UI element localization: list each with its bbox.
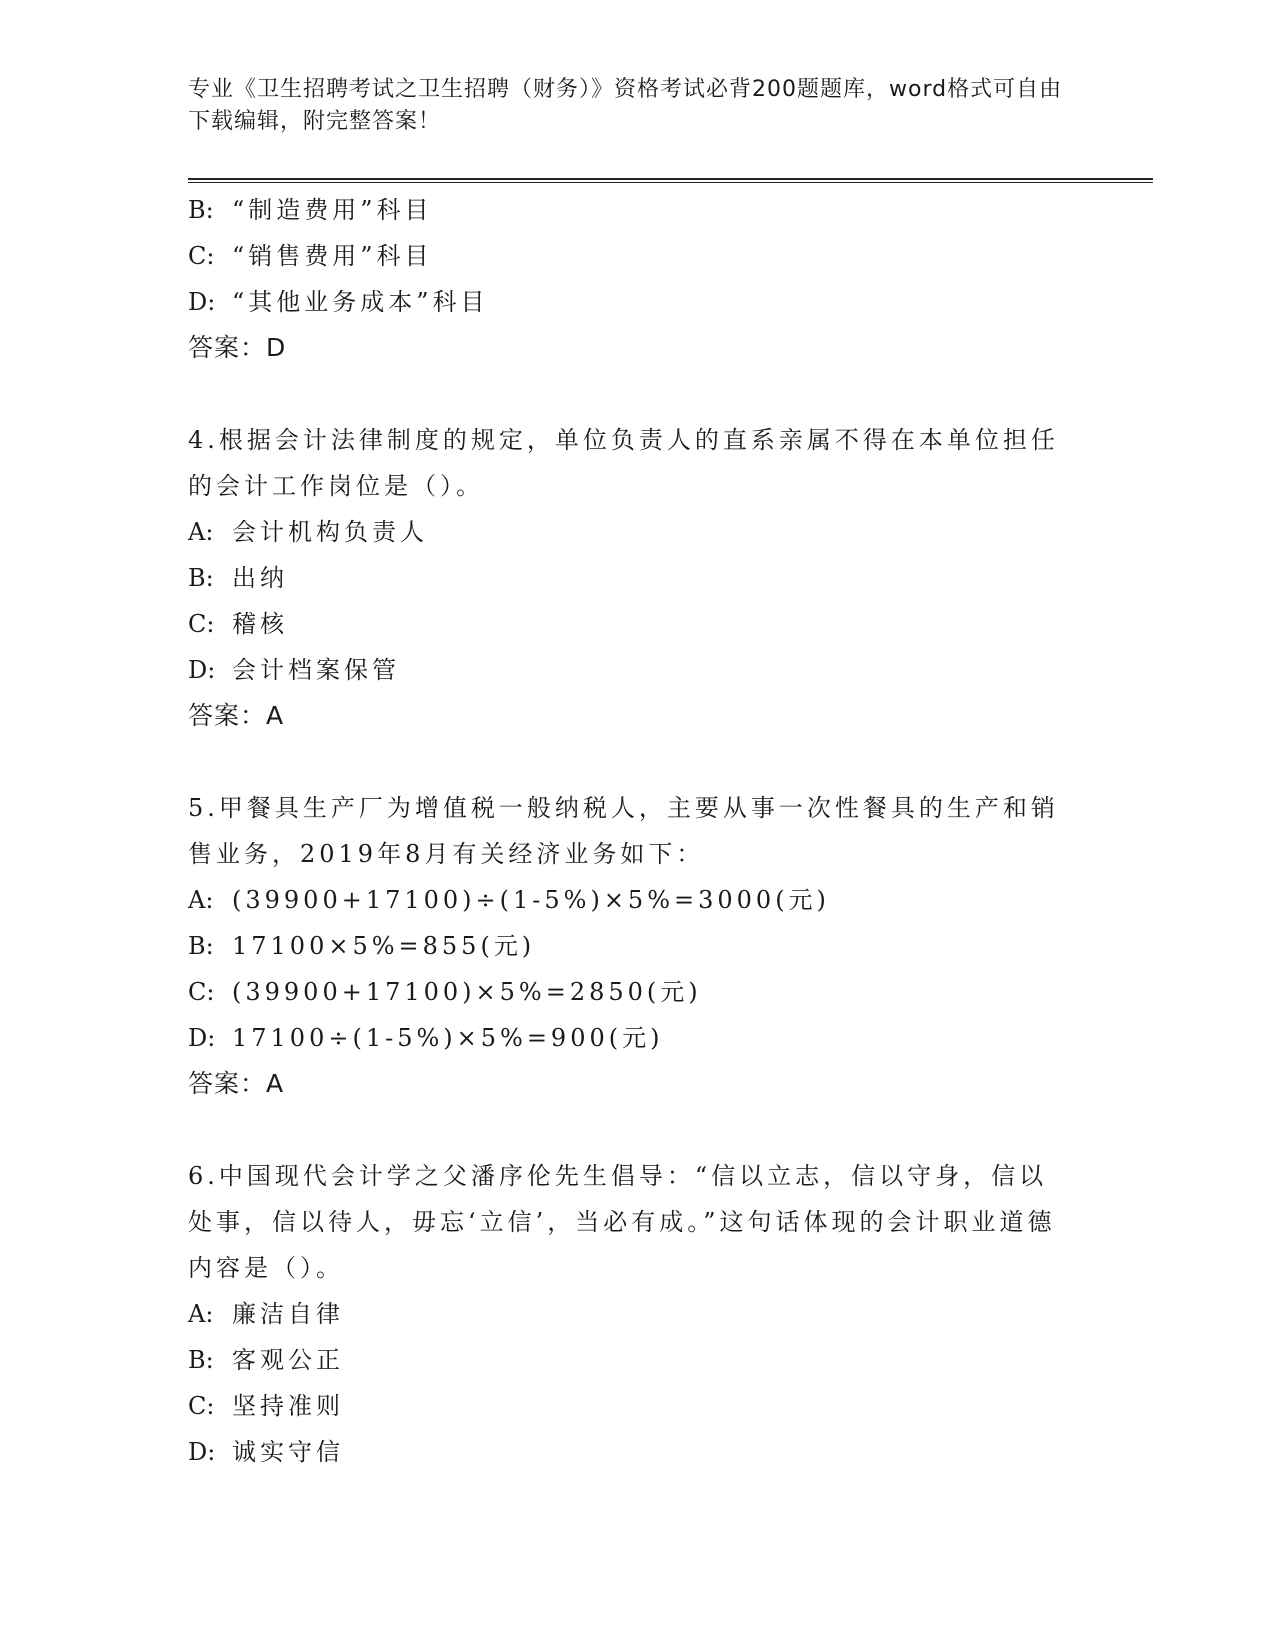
answer: 答案：A — [188, 701, 285, 730]
option-d — [188, 1015, 1068, 1061]
option-d — [188, 1429, 1068, 1475]
option-letter: C: — [188, 610, 215, 638]
option-d — [188, 279, 1068, 325]
option-c — [188, 1383, 1068, 1429]
option-letter: D: — [188, 288, 216, 316]
option-a — [188, 877, 1068, 923]
option-letter: C: — [188, 978, 215, 1006]
option-text: 廉洁自律 — [232, 1300, 344, 1328]
option-text: 17100×5%=855(元) — [232, 932, 536, 960]
option-letter: A: — [188, 1300, 214, 1328]
option-letter: B: — [188, 1346, 214, 1374]
option-text: (39900+17100)×5%=2850(元) — [232, 978, 702, 1006]
option-text: 稽核 — [232, 610, 288, 638]
question-stem: 5.甲餐具生产厂为增值税一般纳税人，主要从事一次性餐具的生产和销售业务，2019年8月有关经济业务如下： — [188, 794, 1059, 868]
option-letter: C: — [188, 1392, 215, 1420]
spacer — [188, 739, 1068, 785]
option-a — [188, 509, 1068, 555]
option-letter: D: — [188, 1438, 216, 1466]
option-letter: B: — [188, 564, 214, 592]
option-c — [188, 233, 1068, 279]
option-letter: B: — [188, 932, 214, 960]
question-stem: 6.中国现代会计学之父潘序伦先生倡导：“信以立志，信以守身，信以处事，信以待人，毋忘‘立信’，当必有成。”这句话体现的会计职业道德内容是（）。 — [188, 1162, 1056, 1282]
option-c — [188, 601, 1068, 647]
option-b — [188, 555, 1068, 601]
option-letter: C: — [188, 242, 215, 270]
option-b — [188, 923, 1068, 969]
option-b — [188, 187, 1068, 233]
option-text: (39900+17100)÷(1-5%)×5%=3000(元) — [232, 886, 830, 914]
option-letter: B: — [188, 196, 214, 224]
answer: 答案：D — [188, 333, 287, 362]
option-text: 坚持准则 — [232, 1392, 344, 1420]
option-letter: D: — [188, 656, 216, 684]
option-letter: A: — [188, 886, 214, 914]
option-text: “制造费用”科目 — [232, 196, 433, 224]
option-text: 会计档案保管 — [232, 656, 400, 684]
option-a — [188, 1291, 1068, 1337]
option-text: 客观公正 — [232, 1346, 344, 1374]
question-stem: 4.根据会计法律制度的规定，单位负责人的直系亲属不得在本单位担任的会计工作岗位是（）。 — [188, 426, 1059, 500]
option-letter: D: — [188, 1024, 216, 1052]
option-b — [188, 1337, 1068, 1383]
option-c — [188, 969, 1068, 1015]
spacer — [188, 1107, 1068, 1153]
option-text: 会计机构负责人 — [232, 518, 428, 546]
question-content — [188, 187, 1068, 1475]
answer: 答案：A — [188, 1069, 285, 1098]
header-divider — [188, 178, 1153, 183]
option-letter: A: — [188, 518, 214, 546]
option-text: 17100÷(1-5%)×5%=900(元) — [232, 1024, 664, 1052]
option-text: 出纳 — [232, 564, 288, 592]
option-d — [188, 647, 1068, 693]
option-text: 诚实守信 — [232, 1438, 344, 1466]
page-header: 专业《卫生招聘考试之卫生招聘（财务）》资格考试必背200题题库，word格式可自由下载编辑，附完整答案！ — [188, 77, 1063, 134]
option-text: “其他业务成本”科目 — [232, 288, 489, 316]
option-text: “销售费用”科目 — [232, 242, 433, 270]
spacer — [188, 371, 1068, 417]
